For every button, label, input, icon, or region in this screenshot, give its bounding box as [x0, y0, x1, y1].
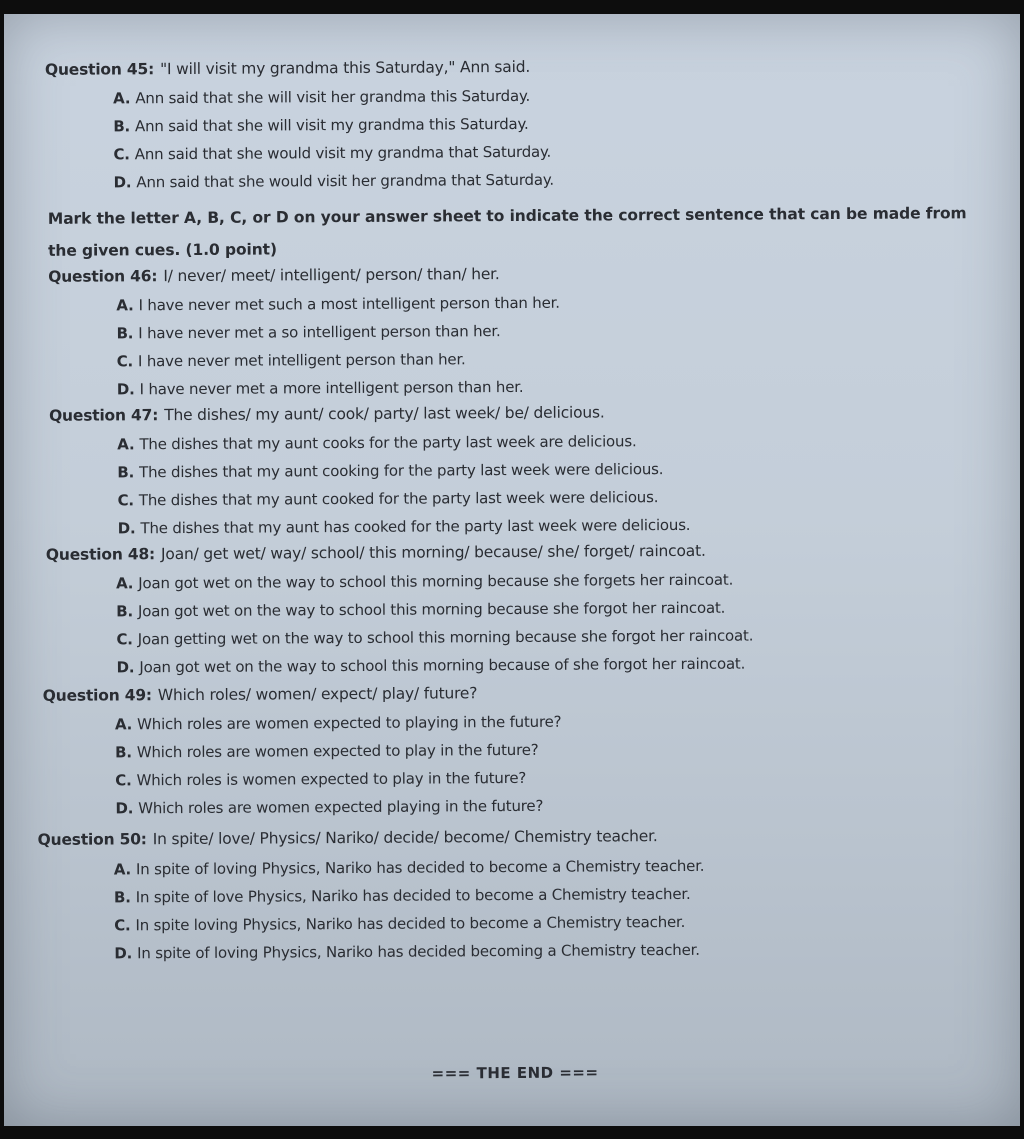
section-instruction: Mark the letter A, B, C, or D on your answer sheet to indicate the correct sentence that can be made from the given cues. (1.0 point)	[47, 204, 967, 260]
option-text: Joan got wet on the way to school this morning because she forgot her raincoat.	[137, 598, 726, 621]
option-45-c	[113, 143, 551, 164]
option-letter: B.	[117, 463, 135, 482]
option-text: The dishes that my aunt cooks for the party last week are delicious.	[139, 432, 637, 454]
option-46-c	[117, 350, 466, 370]
question-stem: I/ never/ meet/ intelligent/ person/ than/ her.	[163, 265, 500, 286]
option-47-c	[118, 488, 659, 509]
option-text: The dishes that my aunt has cooked for the party last week were delicious.	[140, 515, 691, 538]
option-letter: D.	[116, 658, 135, 677]
option-text: I have never met a more intelligent person than her.	[139, 377, 524, 399]
option-49-c	[115, 769, 526, 790]
question-stem: The dishes/ my aunt/ cook/ party/ last week/ be/ delicious.	[164, 403, 605, 425]
option-text: Ann said that she would visit her grandma that Saturday.	[136, 170, 554, 192]
option-text: In spite loving Physics, Nariko has decided to become a Chemistry teacher.	[135, 912, 686, 935]
option-text: I have never met intelligent person than her.	[137, 350, 466, 371]
option-45-a	[113, 87, 530, 108]
option-letter: A.	[116, 574, 134, 593]
question-stem: In spite/ love/ Physics/ Nariko/ decide/ become/ Chemistry teacher.	[152, 827, 658, 849]
option-letter: A.	[114, 715, 133, 734]
option-text: In spite of loving Physics, Nariko has decided becoming a Chemistry teacher.	[137, 940, 700, 963]
option-letter: A.	[113, 860, 132, 879]
option-48-a	[116, 571, 733, 593]
option-50-b	[114, 885, 691, 907]
option-letter: B.	[113, 117, 131, 136]
option-letter: B.	[113, 888, 131, 907]
question-45	[45, 58, 530, 79]
option-48-c	[116, 627, 753, 649]
option-letter: B.	[115, 743, 132, 762]
option-text: In spite of loving Physics, Nariko has decided to become a Chemistry teacher.	[135, 856, 705, 879]
exam-paper	[4, 14, 1020, 1126]
question-48	[46, 542, 706, 564]
option-letter: D.	[113, 173, 132, 192]
option-letter: C.	[116, 630, 133, 649]
option-letter: D.	[116, 380, 135, 399]
question-50	[38, 827, 658, 849]
option-letter: D.	[114, 944, 133, 963]
question-stem: Which roles/ women/ expect/ play/ future?	[157, 684, 478, 705]
option-46-d	[117, 378, 524, 398]
option-letter: A.	[117, 435, 135, 454]
exam-sheet	[4, 14, 1020, 1126]
option-text: Ann said that she would visit my grandma that Saturday.	[134, 142, 552, 164]
question-number: Question 50:	[37, 830, 147, 849]
option-text: Which roles are women expected playing in the future?	[138, 796, 544, 818]
question-46	[48, 265, 500, 286]
option-letter: C.	[114, 916, 131, 935]
option-text: Which roles is women expected to play in the future?	[136, 768, 527, 790]
option-49-b	[115, 741, 538, 762]
question-number: Question 47:	[48, 406, 159, 425]
the-end-marker: === THE END ===	[431, 1063, 599, 1083]
option-letter: D.	[115, 799, 134, 818]
option-45-d	[114, 171, 554, 192]
question-stem: Joan/ get wet/ way/ school/ this morning/ because/ she/ forget/ raincoat.	[160, 541, 706, 564]
option-text: Ann said that she will visit her grandma this Saturday.	[135, 86, 531, 108]
option-letter: C.	[116, 352, 134, 371]
option-47-b	[117, 460, 663, 481]
option-text: Joan getting wet on the way to school this morning because she forgot her raincoat.	[137, 626, 754, 649]
option-letter: B.	[116, 324, 134, 343]
option-text: Joan got wet on the way to school this morning because of she forgot her raincoat.	[139, 654, 746, 677]
option-letter: C.	[113, 145, 130, 164]
option-letter: C.	[117, 491, 134, 510]
option-50-d	[114, 941, 700, 963]
option-48-b	[116, 599, 725, 621]
option-text: The dishes that my aunt cooking for the party last week were delicious.	[139, 460, 664, 482]
question-49	[43, 684, 478, 705]
question-number: Question 45:	[44, 60, 155, 79]
option-letter: A.	[113, 89, 131, 108]
option-48-d	[117, 655, 746, 677]
question-number: Question 49:	[42, 686, 152, 705]
option-46-b	[116, 322, 500, 342]
option-50-a	[114, 857, 705, 879]
option-text: In spite of love Physics, Nariko has decided to become a Chemistry teacher.	[135, 884, 691, 907]
option-text: Ann said that she will visit my grandma this Saturday.	[134, 114, 529, 136]
option-46-a	[116, 294, 560, 315]
option-letter: D.	[117, 519, 136, 538]
option-letter: A.	[116, 296, 134, 315]
option-text: Which roles are women expected to playing in the future?	[137, 712, 562, 734]
option-45-b	[113, 115, 528, 136]
question-47	[49, 403, 605, 424]
option-letter: C.	[115, 771, 132, 790]
option-text: Joan got wet on the way to school this morning because she forgets her raincoat.	[138, 570, 734, 593]
option-49-d	[115, 797, 543, 818]
option-text: I have never met a so intelligent person than her.	[138, 322, 501, 343]
option-47-d	[118, 516, 691, 537]
option-letter: B.	[116, 602, 134, 621]
option-text: Which roles are women expected to play in the future?	[136, 740, 539, 762]
option-47-a	[117, 432, 636, 453]
question-number: Question 48:	[45, 545, 156, 564]
question-stem: "I will visit my grandma this Saturday," Ann said.	[160, 57, 531, 79]
option-49-a	[115, 713, 562, 734]
option-text: I have never met such a most intelligent person than her.	[138, 293, 560, 315]
option-50-c	[114, 913, 685, 934]
option-text: The dishes that my aunt cooked for the party last week were delicious.	[138, 488, 659, 510]
question-number: Question 46:	[48, 267, 158, 286]
